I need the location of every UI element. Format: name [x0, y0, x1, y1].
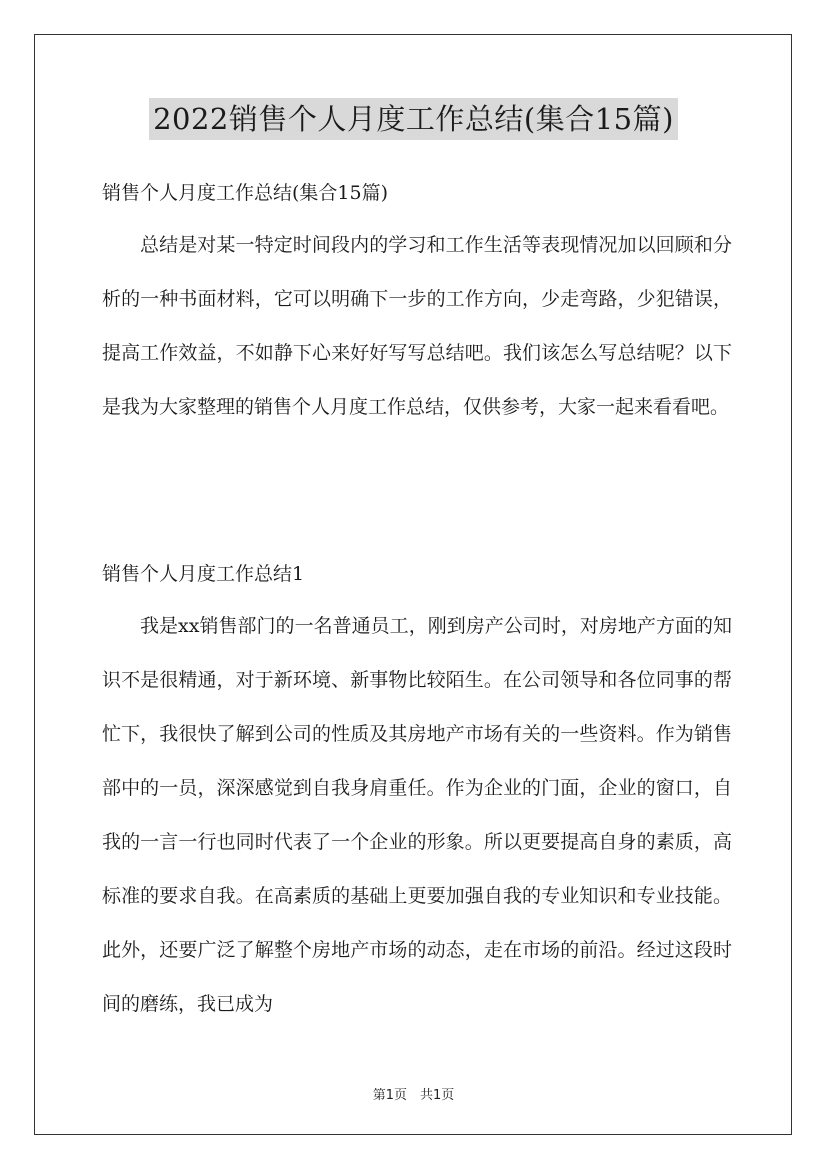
- intro-paragraph: 总结是对某一特定时间段内的学习和工作生活等表现情况加以回顾和分析的一种书面材料，它可以明确下一步的工作方向，少走弯路，少犯错误，提高工作效益，不如静下心来好好写写总结吧。我们该怎么写总结呢？以下是我为大家整理的销售个人月度工作总结，仅供参考，大家一起来看看吧。: [102, 234, 732, 418]
- section-body-paragraph: 我是xx销售部门的一名普通员工，刚到房产公司时，对房地产方面的知识不是很精通，对于新环境、新事物比较陌生。在公司领导和各位同事的帮忙下，我很快了解到公司的性质及其房地产市场有关的一些资料。作为销售部中的一员，深深感觉到自我身肩重任。作为企业的门面，企业的窗口，自我的一言一行也同时代表了一个企业的形象。所以更要提高自身的素质，高标准的要求自我。在高素质的基础上更要加强自我的专业知识和专业技能。此外，还要广泛了解整个房地产市场的动态，走在市场的前沿。经过这段时间的磨练，我已成为: [102, 615, 732, 1015]
- section-heading: 销售个人月度工作总结1: [102, 563, 305, 585]
- subtitle: 销售个人月度工作总结(集合15篇): [102, 182, 389, 204]
- document-title: [0, 98, 827, 140]
- document-title-text: 2022销售个人月度工作总结(集合15篇): [149, 98, 678, 140]
- page-footer: 第1页 共1页: [372, 1088, 455, 1103]
